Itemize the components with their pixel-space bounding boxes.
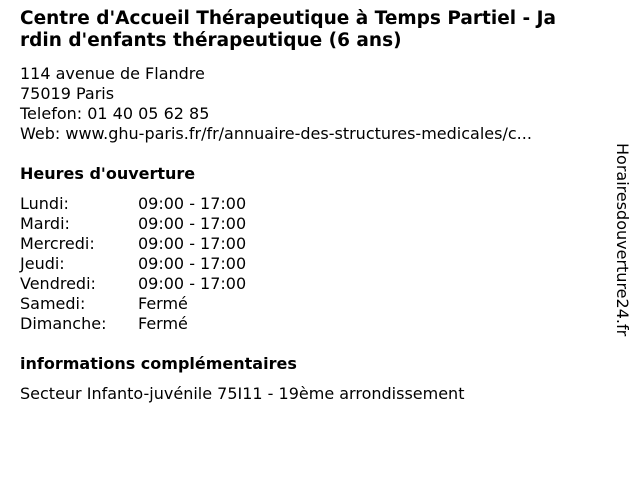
hours-row-friday [20, 274, 246, 294]
day-hours: Fermé [138, 314, 188, 333]
additional-info-text: Secteur Infanto-juvénile 75I11 - 19ème arrondissement [20, 384, 465, 403]
day-label: Lundi: [20, 194, 69, 213]
day-hours: Fermé [138, 294, 188, 313]
day-label: Vendredi: [20, 274, 96, 293]
opening-hours-table [20, 194, 246, 334]
page-title-line-2: rdin d'enfants thérapeutique (6 ans) [20, 30, 402, 51]
day-hours: 09:00 - 17:00 [138, 214, 247, 233]
day-label: Samedi: [20, 294, 86, 313]
site-brand-vertical[interactable]: Horairesdouverture24.fr [613, 143, 632, 337]
day-hours: 09:00 - 17:00 [138, 274, 247, 293]
day-hours: 09:00 - 17:00 [138, 254, 247, 273]
street-address: 114 avenue de Flandre [20, 64, 205, 83]
hours-row-tuesday [20, 214, 246, 234]
website-link[interactable]: Web: www.ghu-paris.fr/fr/annuaire-des-structures-medicales/c... [20, 124, 532, 143]
page-title [20, 8, 600, 52]
address-block [20, 64, 532, 144]
day-label: Mardi: [20, 214, 70, 233]
hours-row-thursday [20, 254, 246, 274]
additional-info-heading: informations complémentaires [20, 354, 297, 373]
hours-row-monday [20, 194, 246, 214]
city-postal: 75019 Paris [20, 84, 115, 103]
hours-row-wednesday [20, 234, 246, 254]
page-title-line-1: Centre d'Accueil Thérapeutique à Temps Partiel - Ja [20, 8, 557, 29]
day-label: Mercredi: [20, 234, 95, 253]
day-hours: 09:00 - 17:00 [138, 194, 247, 213]
day-label: Jeudi: [20, 254, 65, 273]
phone-number[interactable]: Telefon: 01 40 05 62 85 [20, 104, 210, 123]
hours-row-saturday [20, 294, 246, 314]
day-label: Dimanche: [20, 314, 107, 333]
opening-hours-heading: Heures d'ouverture [20, 164, 196, 183]
day-hours: 09:00 - 17:00 [138, 234, 247, 253]
hours-row-sunday [20, 314, 246, 334]
